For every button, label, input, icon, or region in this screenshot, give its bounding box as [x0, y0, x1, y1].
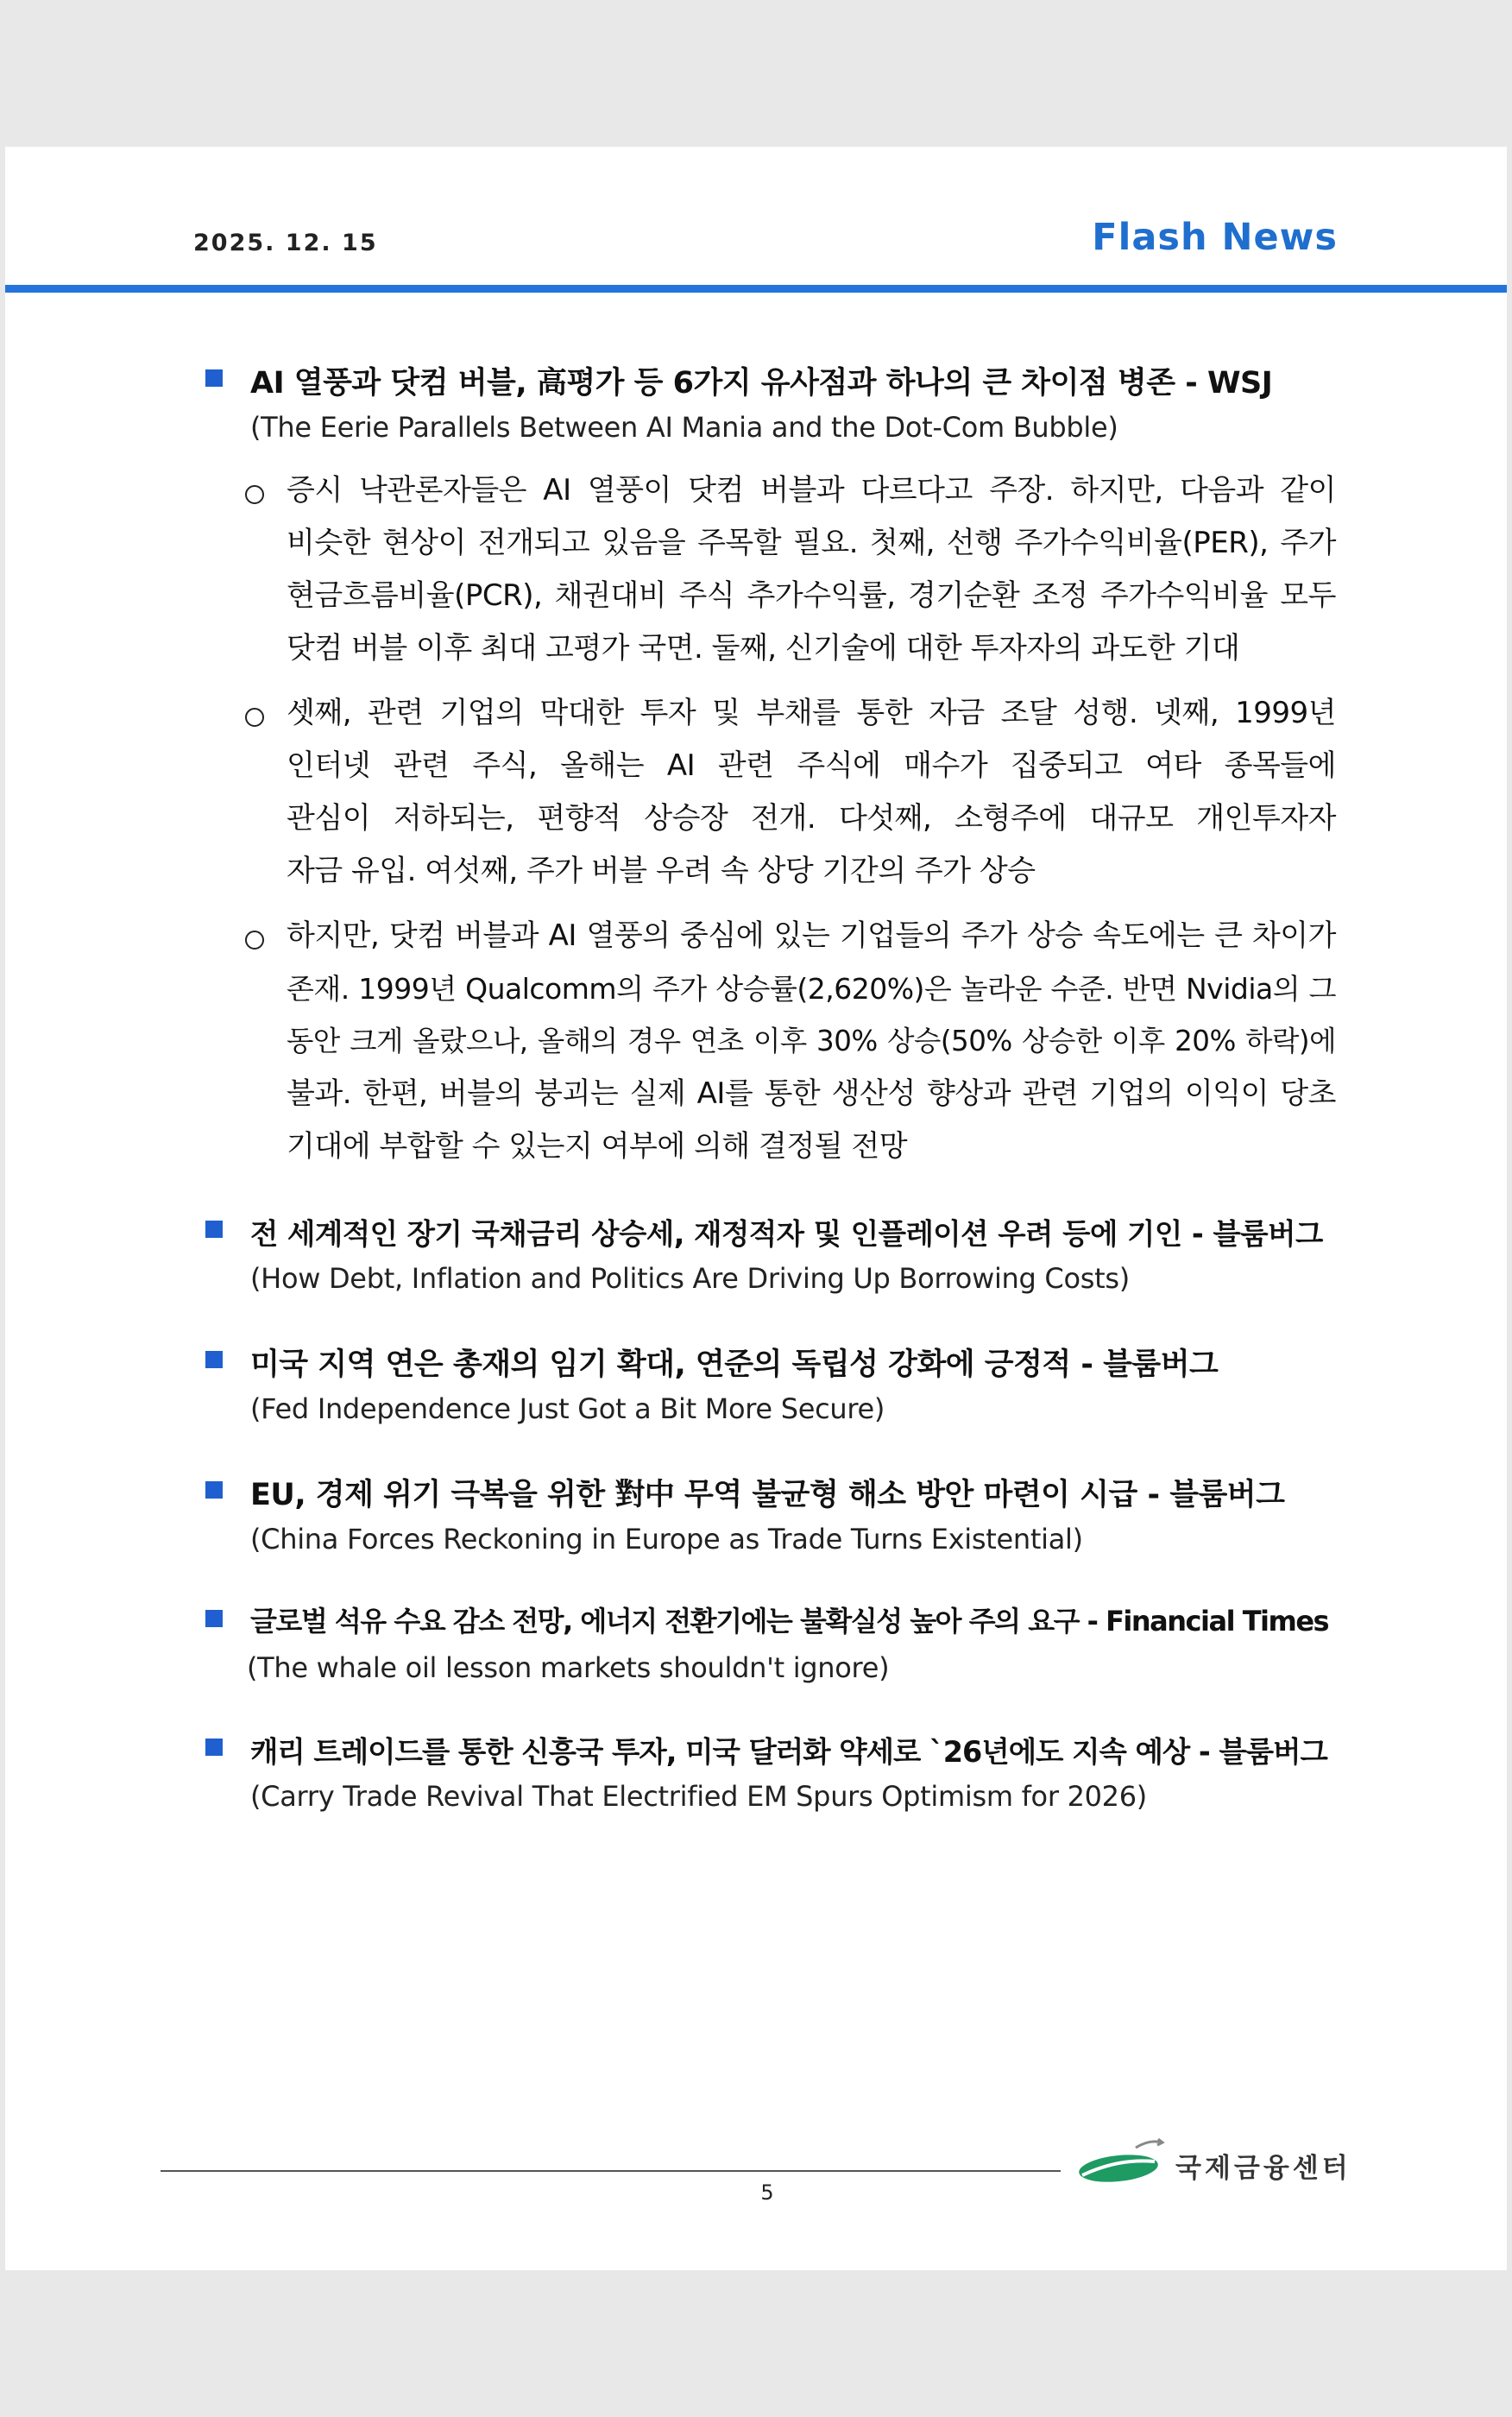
paragraph-line: 자금 유입. 여섯째, 주가 버블 우려 속 상당 기간의 주가 상승 [287, 854, 1036, 888]
paragraph-line: 관심이 저하되는, 편향적 상승장 전개. 다섯째, 소형주에 대규모 개인투자자 [287, 801, 1336, 836]
article-subtitle: (Fed Independence Just Got a Bit More Secure) [250, 1392, 885, 1425]
article-headline: EU, 경제 위기 극복을 위한 對中 무역 불균형 해소 방안 마련이 시급 - 블룸버그 [250, 1478, 1285, 1512]
paragraph-line: 존재. 1999년 Qualcomm의 주가 상승률(2,620%)은 놀라운 수준. 반면 Nvidia의 그 [287, 972, 1336, 1006]
paragraph-line: 동안 크게 올랐으나, 올해의 경우 연초 이후 30% 상승(50% 상승한 이후 20% 하락)에 [287, 1025, 1336, 1057]
circle-bullet-icon [245, 931, 264, 950]
article-headline: 미국 지역 연은 총재의 임기 확대, 연준의 독립성 강화에 긍정적 - 블룸버그 [250, 1347, 1219, 1382]
article-subtitle: (The Eerie Parallels Between AI Mania and the Dot-Com Bubble) [250, 411, 1118, 444]
paragraph-line: 하지만, 닷컴 버블과 AI 열풍의 중심에 있는 기업들의 주가 상승 속도에는 큰 차이가 [287, 918, 1336, 953]
article-headline: 전 세계적인 장기 국채금리 상승세, 재정적자 및 인플레이션 우려 등에 기인 - 블룸버그 [250, 1217, 1323, 1251]
header-rule [5, 285, 1507, 293]
paragraph-line: 닷컴 버블 이후 최대 고평가 국면. 둘째, 신기술에 대한 투자자의 과도한 기대 [287, 631, 1240, 666]
article-headline: AI 열풍과 닷컴 버블, 高평가 등 6가지 유사점과 하나의 큰 차이점 병존 - WSJ [250, 366, 1273, 401]
org-name: 국제금융센터 [1175, 2153, 1351, 2184]
square-bullet-icon [205, 369, 223, 387]
paragraph-line: 셋째, 관련 기업의 막대한 투자 및 부채를 통한 자금 조달 성행. 넷째, 1999년 [287, 696, 1336, 730]
document-page [5, 147, 1507, 2270]
circle-bullet-icon [245, 485, 264, 504]
page-number: 5 [760, 2180, 774, 2205]
paragraph-line: 불과. 한편, 버블의 붕괴는 실제 AI를 통한 생산성 향상과 관련 기업의 이익이 당초 [287, 1076, 1336, 1111]
report-title: Flash News [1092, 216, 1338, 259]
square-bullet-icon [205, 1739, 223, 1756]
article-subtitle: (How Debt, Inflation and Politics Are Driving Up Borrowing Costs) [250, 1262, 1130, 1295]
article-headline: 캐리 트레이드를 통한 신흥국 투자, 미국 달러화 약세로 `26년에도 지속 예상 - 블룸버그 [250, 1735, 1327, 1769]
paragraph-line: 현금흐름비율(PCR), 채권대비 주식 추가수익률, 경기순환 조정 주가수익비율 모두 [287, 578, 1336, 613]
article-headline: 글로벌 석유 수요 감소 전망, 에너지 전환기에는 불확실성 높아 주의 요구 - Financial Times [250, 1605, 1329, 1638]
paragraph-line: 인터넷 관련 주식, 올해는 AI 관련 주식에 매수가 집중되고 여타 종목들에 [287, 748, 1336, 783]
article-subtitle: (China Forces Reckoning in Europe as Trade Turns Existential) [250, 1523, 1083, 1556]
square-bullet-icon [205, 1351, 223, 1368]
paragraph-line: 기대에 부합할 수 있는지 여부에 의해 결정될 전망 [287, 1129, 908, 1164]
square-bullet-icon [205, 1610, 223, 1627]
square-bullet-icon [205, 1481, 223, 1499]
circle-bullet-icon [245, 708, 264, 727]
leaf-logo-icon [1075, 2132, 1170, 2193]
article-subtitle: (The whale oil lesson markets shouldn't ignore) [247, 1651, 890, 1684]
paragraph-line: 증시 낙관론자들은 AI 열풍이 닷컴 버블과 다르다고 주장. 하지만, 다음과 같이 [287, 473, 1336, 508]
org-logo [1075, 2132, 1351, 2193]
footer-rule [161, 2170, 1061, 2172]
square-bullet-icon [205, 1221, 223, 1238]
paragraph-line: 비슷한 현상이 전개되고 있음을 주목할 필요. 첫째, 선행 주가수익비율(PER), 주가 [287, 526, 1336, 560]
report-date: 2025. 12. 15 [193, 230, 378, 256]
article-subtitle: (Carry Trade Revival That Electrified EM Spurs Optimism for 2026) [250, 1780, 1147, 1813]
